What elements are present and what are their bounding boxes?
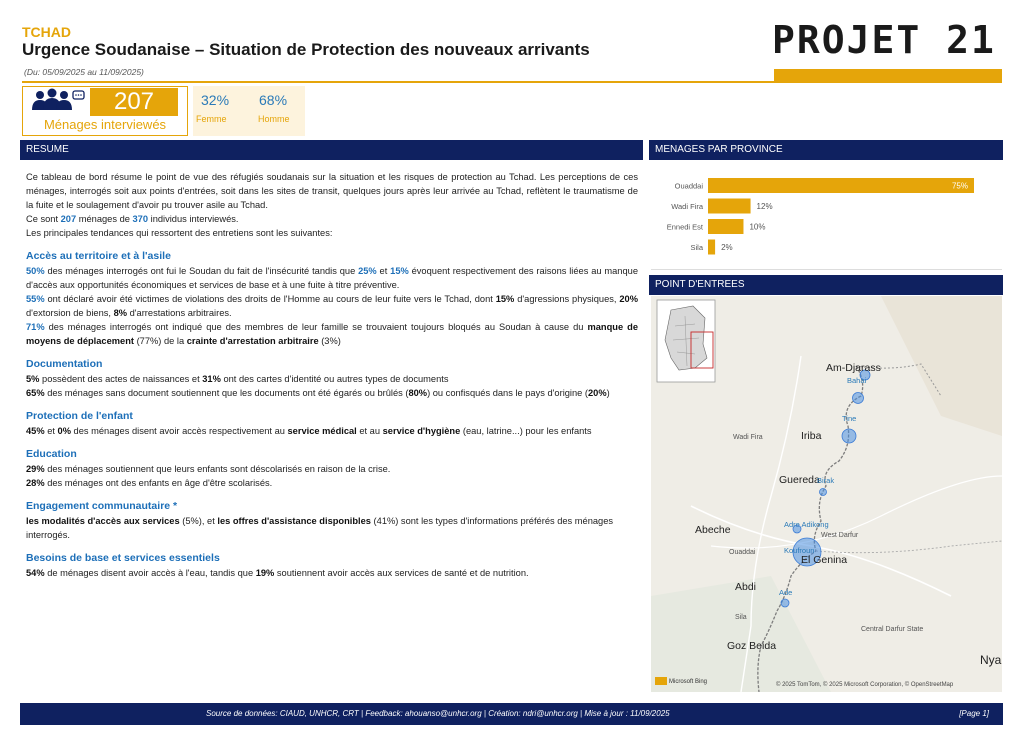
households-label: Ménages interviewés [43,117,167,132]
female-percent: 32% [201,92,230,108]
footer-page-number: [Page 1] [959,709,989,718]
heading-besoins: Besoins de base et services essentiels [26,552,220,564]
value-label: 75% [951,181,968,191]
category-label: Ouaddai [674,181,703,191]
map-label-guereda: Guereda [779,474,820,486]
heading-documentation: Documentation [26,358,103,370]
map-attribution[interactable]: © 2025 TomTom, © 2025 Microsoft Corporation, © OpenStreetMap [776,682,954,688]
entry-points-map[interactable] [651,296,1002,692]
acces-p3: 71% des ménages interrogés ont indiqué que des membres de leur famille se trouvaient toujours bloqués au Soudan à cause du manque de moyens de déplacement (77%) de la crainte d'arrestation arbitraire (3%) [26,322,638,346]
map-label-tine: Tine [842,414,857,423]
map-label-abdi: Abdi [735,581,757,593]
province-bar-chart [651,162,1002,270]
map-label-nya: Nya [980,653,1002,667]
footer-credits: Source de données: CIAUD, UNHCR, CRT | Feedback: ahouanso@unhcr.org | Création: ndri@unhcr.org | Mise à jour : 11/09/2025 [206,709,670,718]
bar [708,219,743,234]
heading-engagement: Engagement communautaire * [26,500,178,512]
education-p2: 28% des ménages ont des enfants en âge d'être scolarisés. [26,478,273,488]
section-header-resume: RESUME [20,140,643,160]
map-label-adre-adikong: Adre Adikong [784,520,829,529]
male-percent: 68% [259,92,288,108]
bar [708,240,715,255]
map-label-sila: Sila [735,614,747,621]
education-p1: 29% des ménages soutiennent que leurs enfants sont déscolarisés en raison de la crise. [26,464,391,474]
value-label: 2% [721,243,733,252]
project-logo: PROJET 21 [772,18,996,62]
besoins-p1: 54% de ménages disent avoir accès à l'eau, tandis que 19% soutiennent avoir accès aux services de santé et de nutrition. [26,568,529,578]
map-brand: Microsoft Bing [669,679,708,685]
map-label-iriba: Iriba [801,430,822,442]
map-label-centraldarfur: Central Darfur State [861,626,924,633]
map-label-abeche: Abeche [695,524,731,536]
map-label-wadifira: Wadi Fira [733,434,763,441]
acces-p2: 55% ont déclaré avoir été victimes de violations des droits de l'Homme au cours de leur fuite vers le Tchad, dont 15% d'agressions physiques, 20% d'extorsion de biens, 8% d'arrestations arbitraires. [26,294,638,318]
footer-bar [20,703,1003,725]
map-label-koufroun: Koufroun [784,546,815,555]
heading-acces: Accès au territoire et à l'asile [26,250,171,262]
child-protection-p1: 45% et 0% des ménages disent avoir accès respectivement au service médical et au service d'hygiène (eau, latrine...) pour les enfants [26,426,592,436]
heading-child-protection: Protection de l'enfant [26,410,133,422]
value-label: 10% [749,222,766,232]
map-label-westdarfur: West Darfur [821,532,859,539]
intro-paragraph: Ce tableau de bord résume le point de vue des réfugiés soudanais sur la situation et les risques de protection au Tchad. Les perceptions de ces ménages, interrogés soit aux points d'entrées, soit dans les sites de transit, quelques jours après leur arrivée au Tchad, reflètent le traumatisme de la fuite et le soulagement d'avoir pu trouver asile au Tchad. [26,172,638,210]
report-period: (Du: 05/09/2025 au 11/09/2025) [24,67,144,77]
map-label-elgenina: El Genina [801,554,848,566]
report-title: Urgence Soudanaise – Situation de Protection des nouveaux arrivants [22,40,590,59]
logo-accent-bar [774,69,1002,81]
map-label-ade: Ade [779,588,793,597]
category-label: Sila [690,243,703,252]
female-label: Femme [196,114,227,124]
map-label-gozbeida: Goz Beida [727,640,777,652]
engagement-p1: les modalités d'accès aux services (5%), et les offres d'assistance disponibles (41%) sont les types d'informations préférés des ménages interrogés. [26,516,614,540]
bar [708,178,974,193]
section-header-entries: POINT D'ENTREES [649,275,1003,295]
map-label-birak: Birak [817,476,835,485]
acces-p1: 50% des ménages interrogés ont fui le Soudan du fait de l'insécurité tandis que 25% et 15% évoquent respectivement des raisons liées au manque d'accès aux opportunités économiques et services de base et à une fuite à titre préventive. [26,266,638,290]
intro-trends: Les principales tendances qui ressortent des entretiens sont les suivantes: [26,228,333,238]
header-divider [22,81,1002,83]
map-label-amdjarass: Am-Djarass [826,362,881,374]
map-label-bahai: Bahai [847,376,867,385]
people-icon [30,88,86,114]
male-label: Homme [258,114,290,124]
section-header-provinces: MENAGES PAR PROVINCE [649,140,1003,160]
households-count: 207 [90,88,178,116]
category-label: Ennedi Est [666,222,703,232]
value-label: 12% [756,202,773,211]
heading-education: Education [26,448,77,460]
country-title: TCHAD [22,24,71,40]
map-canvas [651,296,1002,692]
documentation-p1: 5% possèdent des actes de naissances et 31% ont des cartes d'identité ou autres types de documents [26,374,449,384]
intro-counts: Ce sont 207 ménages de 370 individus interviewés. [26,214,239,224]
bar [708,199,751,214]
map-label-ouaddai: Ouaddai [729,549,756,556]
resume-body [26,170,638,580]
documentation-p2: 65% des ménages sans document soutiennent que les documents ont été égarés ou brûlés (80%) ou confisqués dans le pays d'origine (20%) [26,388,610,398]
category-label: Wadi Fira [671,202,703,211]
